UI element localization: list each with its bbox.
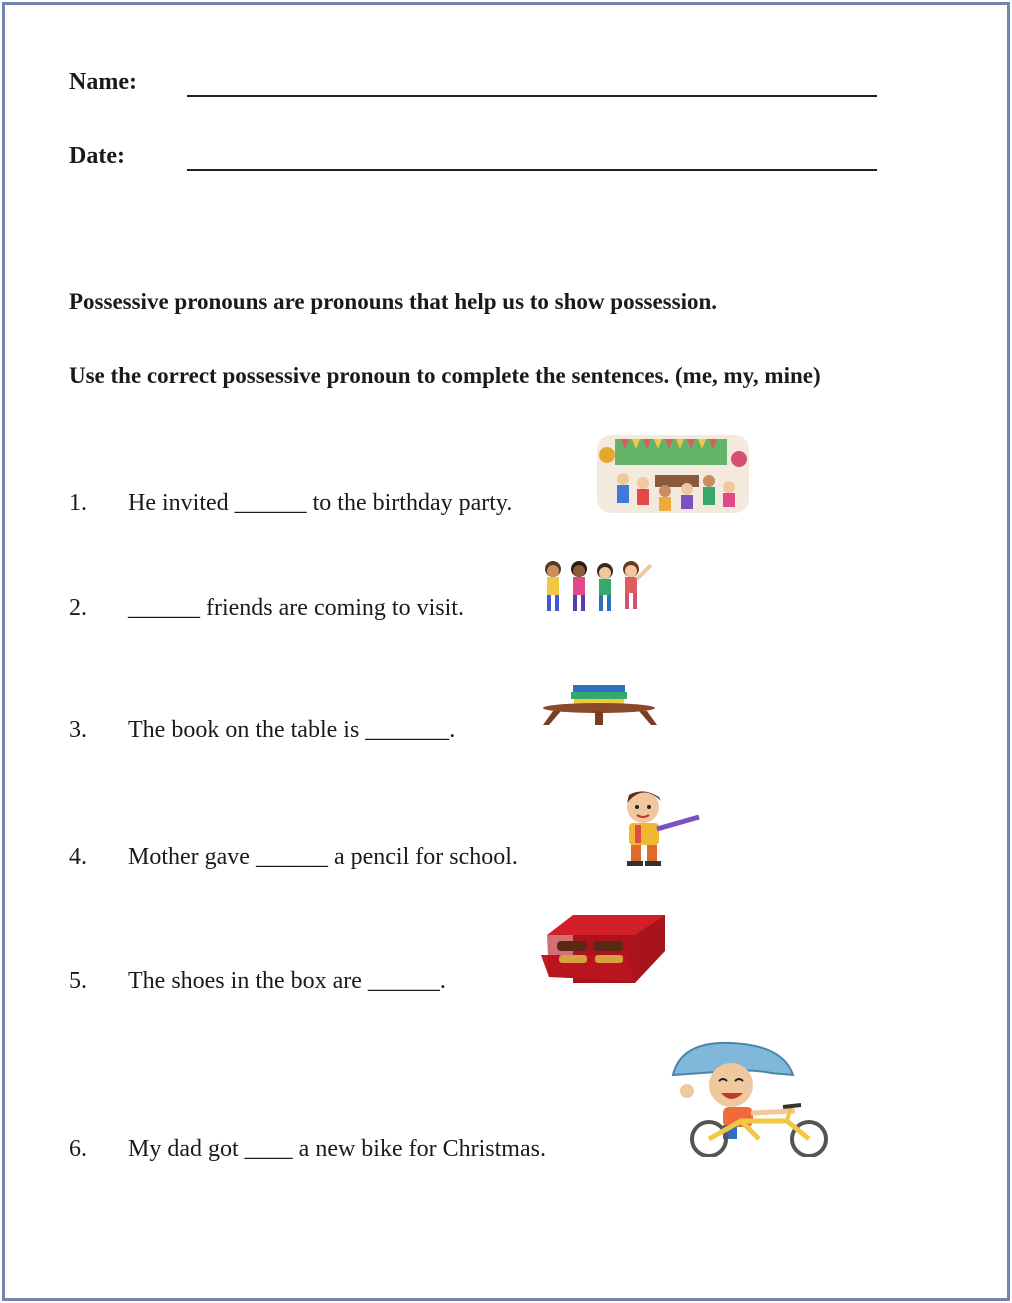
date-field[interactable] <box>187 169 877 171</box>
question-6-text: My dad got ____ a new bike for Christmas. <box>128 1136 546 1162</box>
question-4-text: Mother gave ______ a pencil for school. <box>128 844 518 870</box>
birthday-party-illustration <box>593 431 753 517</box>
name-field[interactable] <box>187 95 877 97</box>
boy-with-pencil-illustration <box>603 787 709 867</box>
instruction-text: Use the correct possessive pronoun to complete the sentences. (me, my, mine) <box>69 363 821 388</box>
question-4-number: 4. <box>69 844 87 870</box>
question-2-number: 2. <box>69 595 87 621</box>
question-3-number: 3. <box>69 717 87 743</box>
question-2-text: ______ friends are coming to visit. <box>128 595 464 621</box>
name-label: Name: <box>69 69 137 95</box>
question-5-text: The shoes in the box are ______. <box>128 968 446 994</box>
friends-group-illustration <box>535 557 655 617</box>
question-6-number: 6. <box>69 1136 87 1162</box>
definition-text: Possessive pronouns are pronouns that help us to show possession. <box>69 289 718 314</box>
question-1-number: 1. <box>69 490 87 516</box>
worksheet-page <box>2 2 1010 1301</box>
shoe-box-illustration <box>537 911 669 987</box>
date-label: Date: <box>69 143 125 169</box>
books-on-table-illustration <box>541 681 659 727</box>
question-5-number: 5. <box>69 968 87 994</box>
question-1-text: He invited ______ to the birthday party. <box>128 490 513 516</box>
child-on-bike-illustration <box>667 1041 837 1157</box>
question-3-text: The book on the table is _______. <box>128 717 456 743</box>
